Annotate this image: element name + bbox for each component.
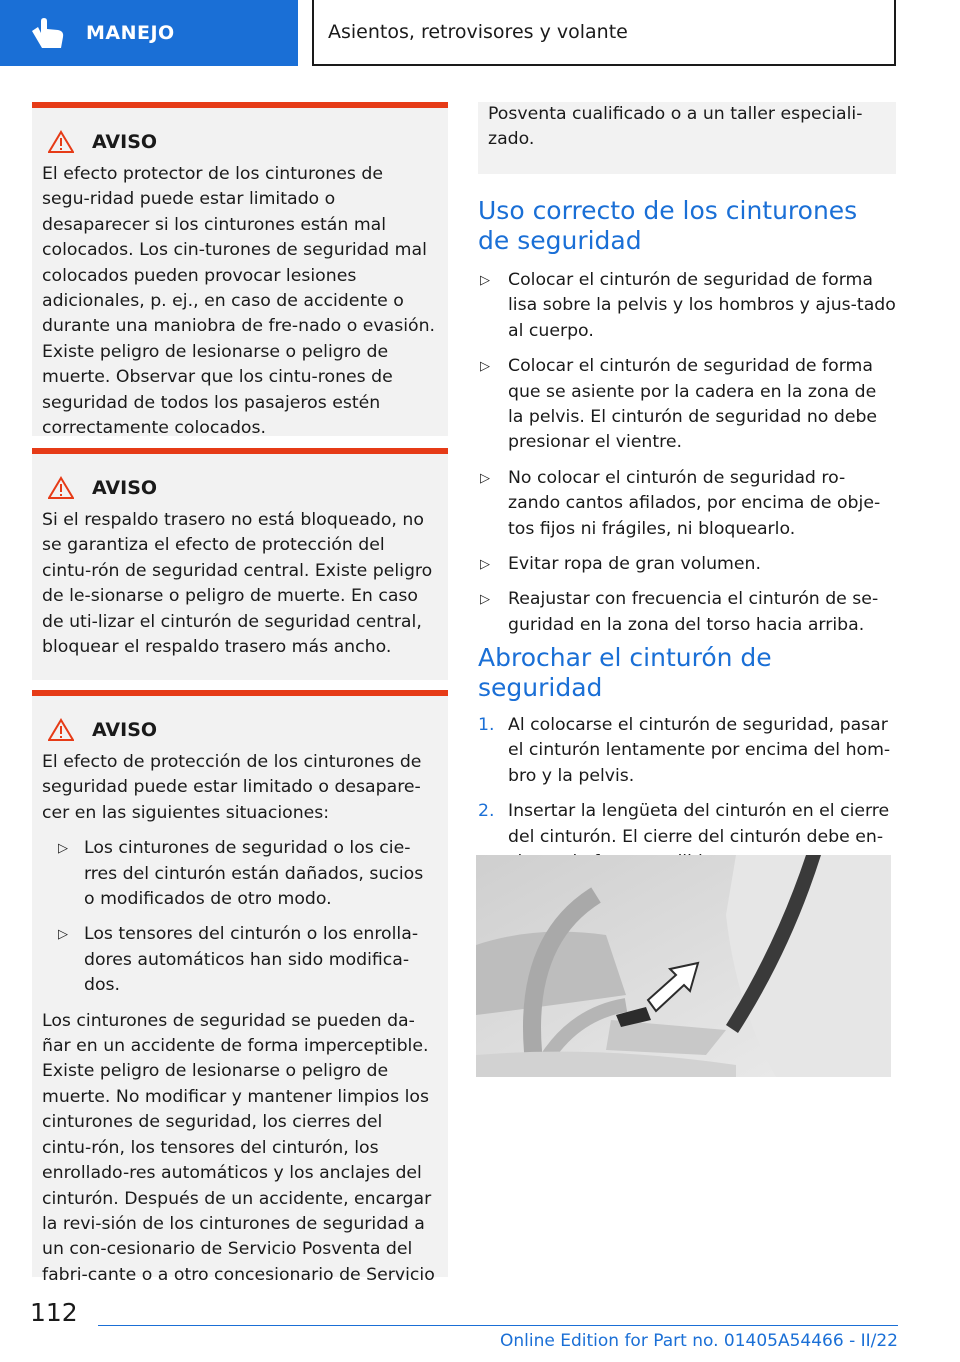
warning-triangle-icon <box>48 476 74 500</box>
triangle-bullet-icon: ▷ <box>480 273 490 288</box>
triangle-bullet-icon: ▷ <box>480 592 490 608</box>
warning-text: El efecto protector de los cinturones de segu-ridad puede estar limitado o desaparecer si los cinturones están mal colocados. Los cin-turones de seguridad mal colocados pueden provocar lesiones adicionales, p. ej., en caso de accidente o durante una maniobra de fre-nado o evasión. Existe peligro de lesionarse o peligro de muerte. Observar que los cintu-rones de seguridad de todos los pasajeros estén correctamente colocados. <box>42 164 436 439</box>
warning-label: AVISO <box>92 477 158 499</box>
list-item: ▷ Colocar el cinturón de seguridad de forma que se asiente por la cadera en la zona de la pelvis. El cinturón de seguridad no debe presionar el vientre. <box>480 356 878 453</box>
warning-triangle-icon <box>48 130 74 154</box>
warning-intro: El efecto de protección de los cinturones de seguridad puede estar limitado o desapare-cer en las siguientes situaciones: <box>42 752 422 823</box>
list-item: ▷ Reajustar con frecuencia el cinturón de se-guridad en la zona del torso hacia arriba. <box>480 589 879 635</box>
warning-label: AVISO <box>92 131 158 153</box>
hand-steering-icon <box>28 15 68 51</box>
list-item: ▷ Colocar el cinturón de seguridad de forma lisa sobre la pelvis y los hombros y ajus-tado al cuerpo. <box>480 270 896 341</box>
warning-continuation <box>478 102 896 174</box>
warning-label: AVISO <box>92 719 158 741</box>
step-item: 1. Al colocarse el cinturón de seguridad, pasar el cinturón lentamente por encima del hom-bro y la pelvis. <box>478 715 891 786</box>
section-fasten <box>478 643 896 875</box>
warning-box-1 <box>32 102 448 439</box>
warning-continued-text: Posventa cualificado o a un taller especiali-zado. <box>488 104 863 150</box>
section-correct-use <box>478 196 896 638</box>
warning-outro: Los cinturones de seguridad se pueden da-ñar en un accidente de forma imperceptible. Existe peligro de lesionarse o peligro de muerte. No modificar y mantener limpios los cinturones de seguridad, los cierres del cintu-rón, los tensores del cinturón, los enrollado-res automáticos y los anclajes del cinturón. Después de un accidente, encargar la revi-sión de los cinturones de seguridad a un con-cesionario de Servicio Posventa del fabri-cante o a otro concesionario de Servicio <box>42 1010 435 1285</box>
footer-edition: Online Edition for Part no. 01405A54466 - II/22 <box>499 1331 898 1351</box>
section-heading: Uso correcto de los cinturones de seguridad <box>478 196 858 255</box>
triangle-bullet-icon: ▷ <box>480 470 490 486</box>
seatbelt-buckle-image <box>476 855 891 1077</box>
list-item: ▷ Los cinturones de seguridad o los cie-rres del cinturón están dañados, sucios o modificados de otro modo. <box>58 838 424 910</box>
section-heading: Abrochar el cinturón de seguridad <box>478 643 772 702</box>
triangle-bullet-icon: ▷ <box>480 359 490 375</box>
warning-triangle-icon <box>48 718 74 742</box>
warning-box-2 <box>32 448 448 680</box>
footer-divider <box>98 1325 898 1326</box>
triangle-bullet-icon: ▷ <box>58 841 68 857</box>
section-label: MANEJO <box>86 22 175 44</box>
page-number: 112 <box>30 1298 78 1327</box>
list-item: ▷ Los tensores del cinturón o los enrolla-dores automáticos han sido modifica-dos. <box>58 924 419 996</box>
triangle-bullet-icon: ▷ <box>480 557 490 573</box>
chapter-title: Asientos, retrovisores y volante <box>312 0 896 66</box>
warning-box-3 <box>32 690 448 1285</box>
section-tab <box>0 0 298 66</box>
step-item: 2. Insertar la lengüeta del cinturón en el cierre del cinturón. El cierre del cinturón debe en- <box>478 801 890 847</box>
seatbelt-illustration <box>476 855 891 1077</box>
list-item: ▷ No colocar el cinturón de seguridad ro-zando cantos afilados, por encima de obje-tos fijos ni frágiles, ni bloquearlo. <box>480 467 881 539</box>
warning-text: Si el respaldo trasero no está bloqueado, no se garantiza el efecto de protección del cintu-rón de seguridad central. Existe peligro de le-sionarse o peligro de muerte. En caso de uti-lizar el cinturón de seguridad central, bloquear el respaldo trasero más ancho. <box>42 510 433 658</box>
list-item: ▷ Evitar ropa de gran volumen. <box>478 552 896 577</box>
step-number: 1. <box>478 715 495 735</box>
step-number: 2. <box>478 801 495 822</box>
triangle-bullet-icon: ▷ <box>58 927 68 943</box>
